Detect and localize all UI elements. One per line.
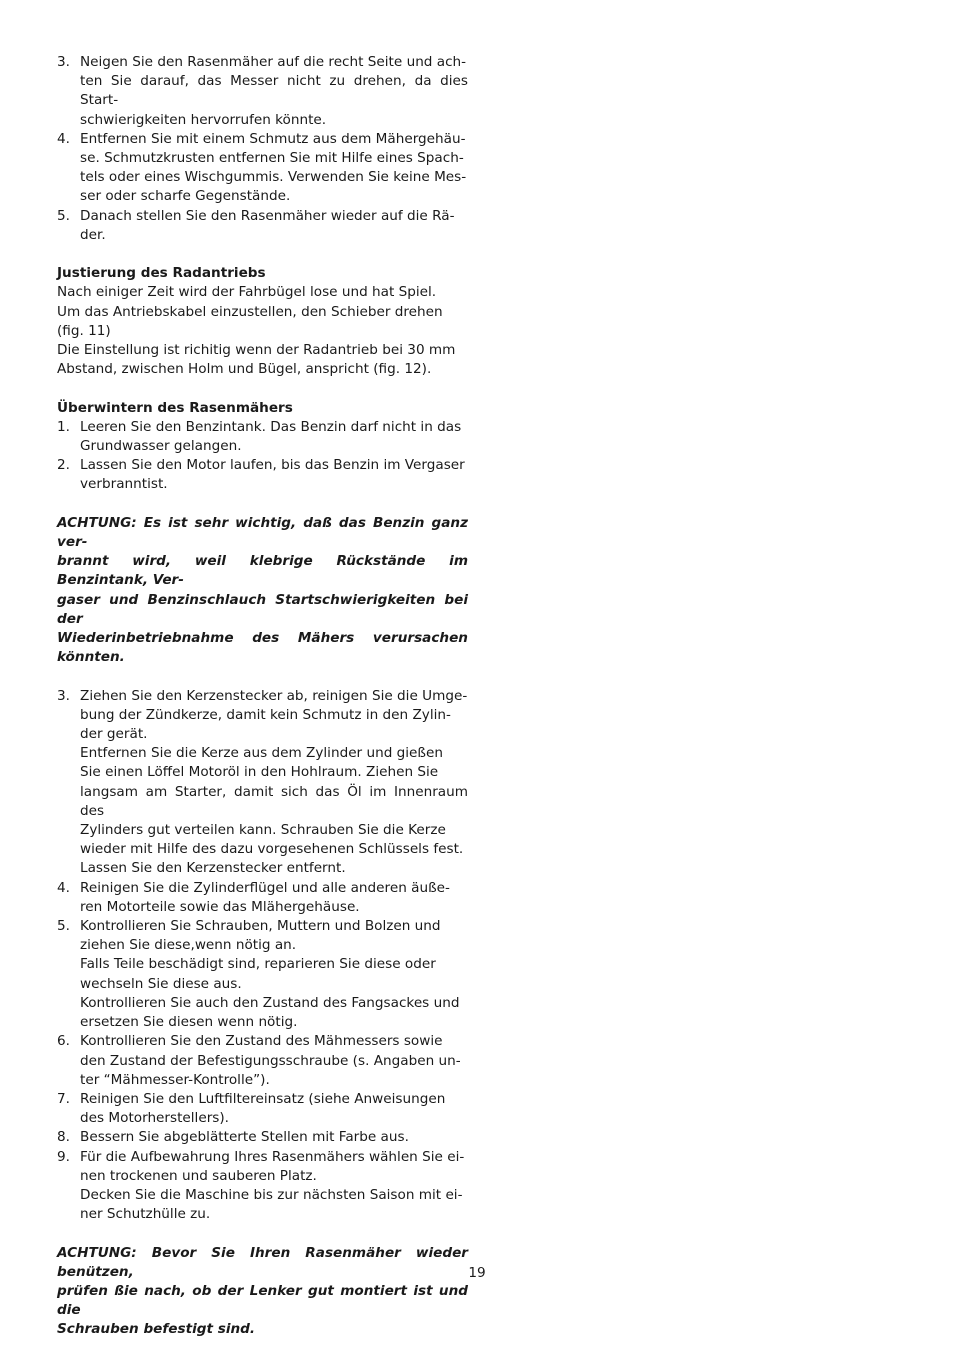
list-text: Für die Aufbewahrung Ihres Rasenmähers wählen Sie ei- nen trockenen und sauberen Platz. — [80, 1148, 465, 1184]
list-item — [57, 917, 468, 1032]
list-text: Kontrollieren Sie Schrauben, Muttern und Bolzen und ziehen Sie diese,wenn nötig an. — [80, 918, 441, 954]
list-text: Entfernen Sie die Kerze aus dem Zylinder und gießen Sie einen Löffel Motoröl in den Hohlraum. Ziehen Sie langsam am Starter, damit sich das Öl im Innenraum des Zylinders gut verteilen kann. Schrauben Sie die Kerze wieder mit Hilfe des dazu vorgesehenen Schlüssels fest. Lassen Sie den Kerzenstecker entfernt. — [80, 745, 468, 877]
list-item — [57, 687, 468, 879]
list-number: 5. — [57, 207, 70, 224]
list-item — [57, 207, 468, 245]
list-text: Bessern Sie abgeblätterte Stellen mit Farbe aus. — [80, 1129, 409, 1146]
list-text: Decken Sie die Maschine bis zur nächsten Saison mit ei- ner Schutzhülle zu. — [80, 1186, 463, 1223]
list-number: 3. — [57, 54, 70, 70]
list-text: Leeren Sie den Benzintank. Das Benzin darf nicht in das Grundwasser gelangen. — [80, 418, 462, 455]
list-item — [57, 1090, 468, 1128]
list-text: Ziehen Sie den Kerzenstecker ab, reinigen Sie die Umge- bung der Zündkerze, damit kein Schmutz in den Zylin- der gerät. — [80, 687, 468, 743]
list-number: 4. — [57, 130, 70, 147]
list-text: Entfernen Sie mit einem Schmutz aus dem Mähergehäu- se. Schmutzkrusten entfernen Sie mit Hilfe eines Spach- tels oder eines Wischgummis. Verwenden Sie keine Mes- ser oder scharfe Gegenstände. — [80, 130, 467, 205]
section-heading: Justierung des Radantriebs — [57, 265, 266, 282]
list-item — [57, 130, 468, 207]
steps-main-list — [57, 687, 468, 1225]
list-text: Reinigen Sie die Zylinderflügel und alle anderen äuße- ren Motorteile sowie das Mlähergehäuse. — [80, 879, 450, 915]
list-text: Neigen Sie den Rasenmäher auf die recht Seite und ach- ten Sie darauf, das Messer nicht zu drehen, da dies Start- schwierigkeiten hervorrufen könnte. — [80, 54, 468, 128]
page-number: 19 — [468, 1265, 486, 1281]
list-text: Kontrollieren Sie den Zustand des Mähmessers sowie den Zustand der Befestigungsschraube (s. Angaben un- ter “Mähmesser-Kontrolle”). — [80, 1033, 461, 1088]
section-heading: Überwintern des Rasenmähers — [57, 399, 293, 416]
paragraph: Die Einstellung ist richitig wenn der Radantrieb bei 30 mm Abstand, zwischen Holm und Bügel, anspricht (fig. 12). — [57, 342, 456, 378]
list-number: 5. — [57, 918, 70, 935]
list-number: 2. — [57, 457, 70, 474]
list-number: 9. — [57, 1148, 70, 1165]
section-radantrieb — [57, 264, 468, 379]
list-text: Lassen Sie den Motor laufen, bis das Benzin im Vergaser verbranntist. — [80, 457, 465, 493]
list-number: 4. — [57, 879, 70, 896]
list-item — [57, 418, 468, 456]
list-text: Falls Teile beschädigt sind, reparieren Sie diese oder wechseln Sie diese aus. — [80, 956, 436, 992]
warning-note: ACHTUNG: Bevor Sie Ihren Rasenmäher wieder benützen, prüfen ßie nach, ob der Lenker gut montiert ist und die Schrauben befestigt sind. — [57, 1244, 468, 1338]
list-item — [57, 879, 468, 917]
list-number: 7. — [57, 1090, 70, 1107]
paragraph: Um das Antriebskabel einzustellen, den Schieber drehen (fig. 11) — [57, 303, 443, 339]
list-number: 6. — [57, 1033, 70, 1050]
section-ueberwintern — [57, 399, 468, 495]
ueberwintern-steps-list — [57, 418, 468, 495]
list-item — [57, 1128, 468, 1147]
list-item — [57, 456, 468, 494]
list-number: 1. — [57, 418, 70, 435]
warning-note: ACHTUNG: Es ist sehr wichtig, daß das Benzin ganz ver- brannt wird, weil klebrige Rückstände im Benzintank, Ver- gaser und Benzinschlauch Startschwierigkeiten bei der Wiederinbetriebnahme des Mähers verursachen könnten. — [57, 514, 468, 666]
list-text: Kontrollieren Sie auch den Zustand des Fangsackes und ersetzen Sie diesen wenn nötig. — [80, 994, 460, 1031]
list-number: 8. — [57, 1129, 70, 1146]
list-text: Reinigen Sie den Luftfiltereinsatz (siehe Anweisungen des Motorherstellers). — [80, 1090, 446, 1127]
list-text: Danach stellen Sie den Rasenmäher wieder auf die Rä- der. — [80, 207, 455, 243]
list-item — [57, 1148, 468, 1225]
list-item — [57, 1032, 468, 1090]
page-content — [57, 53, 468, 1340]
list-number: 3. — [57, 687, 70, 704]
paragraph: Nach einiger Zeit wird der Fahrbügel lose und hat Spiel. — [57, 284, 437, 301]
list-item — [57, 53, 468, 130]
steps-top-list — [57, 53, 468, 245]
